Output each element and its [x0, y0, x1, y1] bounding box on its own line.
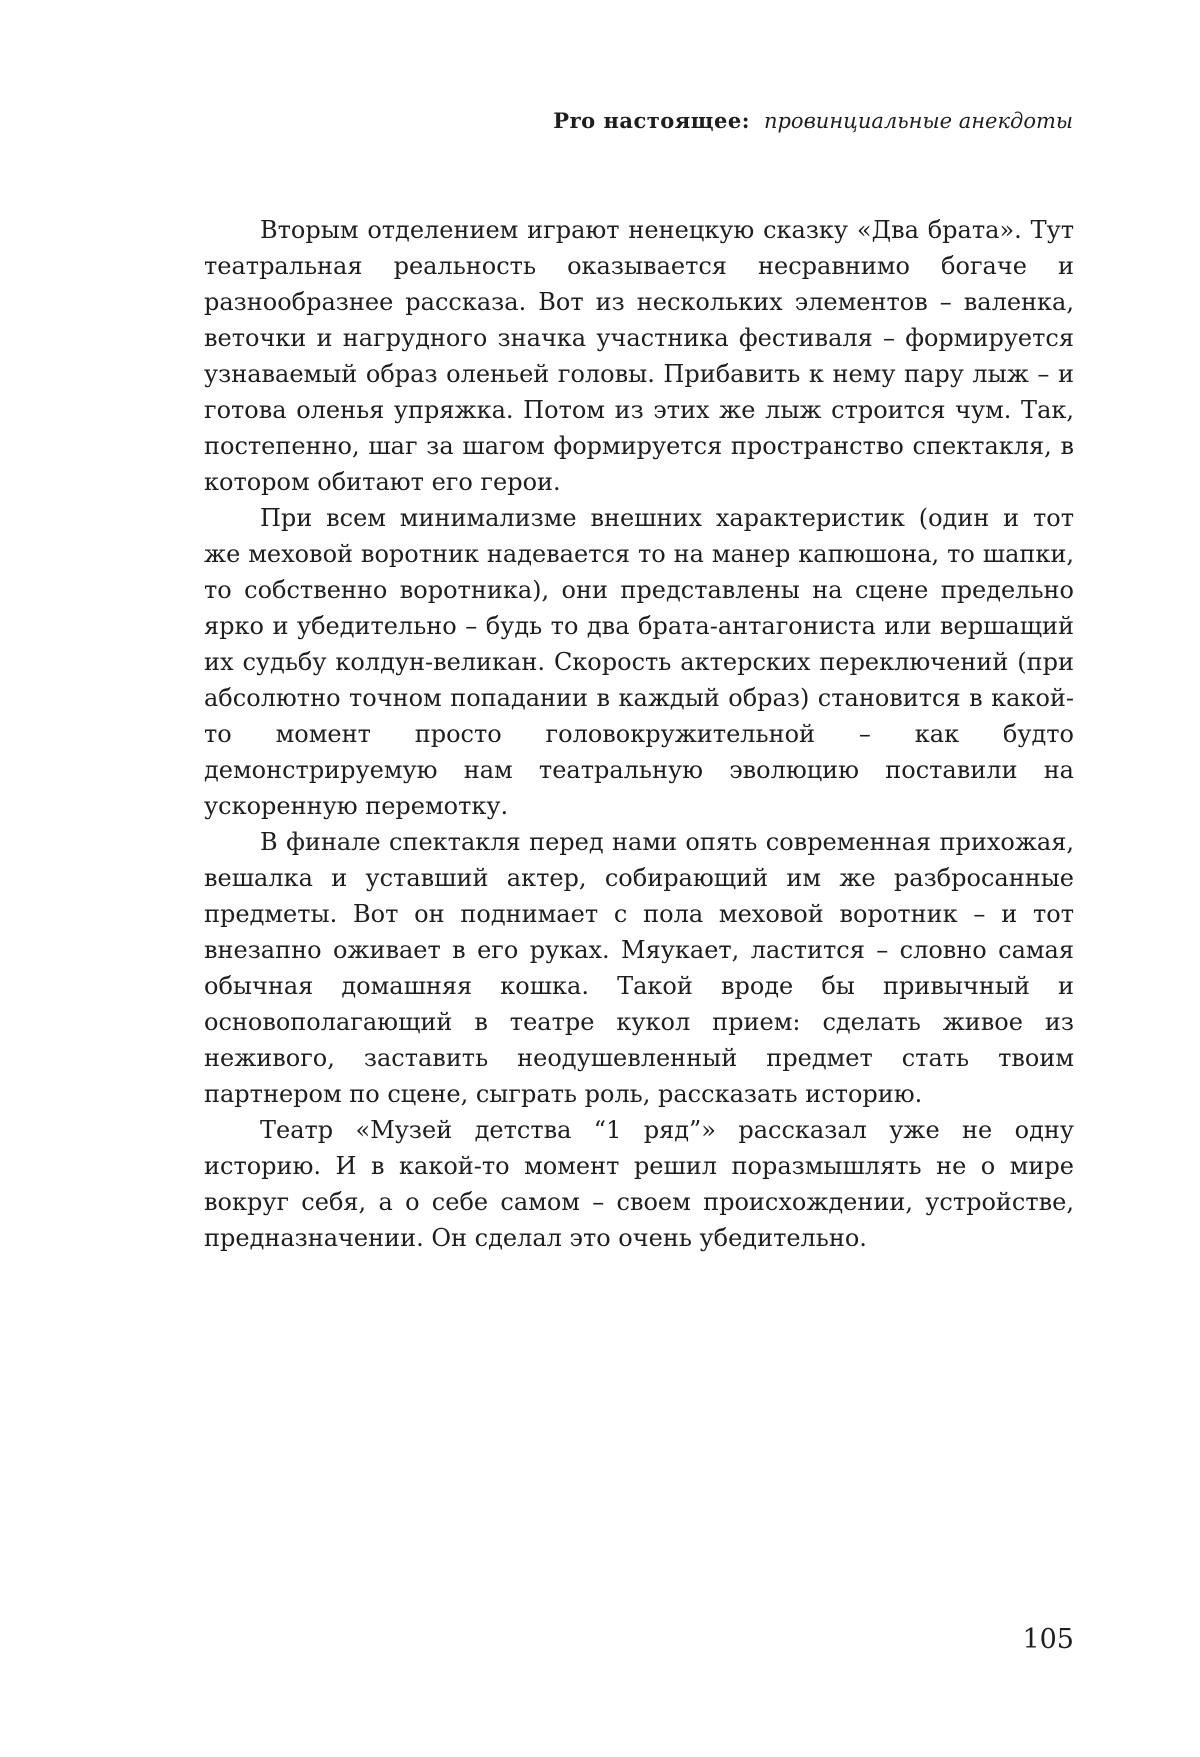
section-title: Pro настоящее:	[553, 108, 750, 133]
paragraph-4: Театр «Музей детства “1 ряд”» рассказал уже не одну историю. И в какой-то момент решил поразмышлять не о мире вокруг себя, а о себе самом – своем происхождении, устройстве, предназначении. Он сделал это очень убедительно.	[204, 1112, 1074, 1256]
paragraph-1: Вторым отделением играют ненецкую сказку «Два брата». Тут театральная реальность оказывается несравнимо богаче и разнообразнее рассказа. Вот из нескольких элементов – валенка, веточки и нагрудного значка участника фестиваля – формируется узнаваемый образ оленьей головы. Прибавить к нему пару лыж – и готова оленья упряжка. Потом из этих же лыж строится чум. Так, постепенно, шаг за шагом формируется пространство спектакля, в котором обитают его герои.	[204, 212, 1074, 500]
running-header	[553, 108, 1073, 133]
paragraph-3: В финале спектакля перед нами опять современная прихожая, вешалка и уставший актер, собирающий им же разбросанные предметы. Вот он поднимает с пола меховой воротник – и тот внезапно оживает в его руках. Мяукает, ластится – словно самая обычная домашняя кошка. Такой вроде бы привычный и основополагающий в театре кукол прием: сделать живое из неживого, заставить неодушевленный предмет стать твоим партнером по сцене, сыграть роль, рассказать историю.	[204, 824, 1074, 1112]
page-number: 105	[1022, 1624, 1074, 1655]
section-subtitle: провинциальные анекдоты	[764, 109, 1073, 133]
body-text	[204, 212, 1074, 1256]
paragraph-2: При всем минимализме внешних характеристик (один и тот же меховой воротник надевается то на манер капюшона, то шапки, то собственно воротника), они представлены на сцене предельно ярко и убедительно – будь то два брата-антагониста или вершащий их судьбу колдун-великан. Скорость актерских переключений (при абсолютно точном попадании в каждый образ) становится в какой-то момент просто головокружительной – как будто демонстрируемую нам театральную эволюцию поставили на ускоренную перемотку.	[204, 500, 1074, 824]
